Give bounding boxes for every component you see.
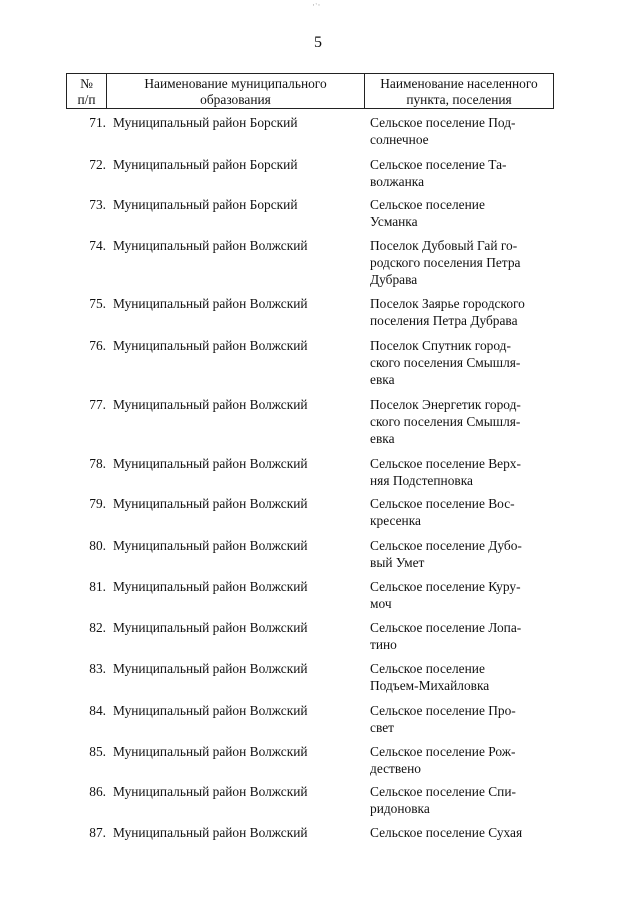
row-settlement (370, 619, 560, 653)
settlement-line: ского поселения Смышля- (370, 355, 521, 370)
row-settlement (370, 702, 560, 736)
row-settlement (370, 196, 560, 230)
row-number: 72. (89, 157, 106, 172)
settlement-line: ридоновка (370, 801, 430, 816)
header-number-line-2: п/п (77, 92, 96, 107)
row-number: 71. (89, 115, 106, 130)
header-settlement-column (365, 74, 553, 108)
settlement-line: Сельское поселение (370, 661, 485, 676)
row-number: 76. (89, 338, 106, 353)
row-municipality: Муниципальный район Волжский (113, 296, 308, 311)
settlement-line: Дубрава (370, 272, 418, 287)
row-municipality: Муниципальный район Волжский (113, 238, 308, 253)
row-municipality: Муниципальный район Волжский (113, 538, 308, 553)
row-settlement (370, 156, 560, 190)
row-settlement (370, 824, 560, 841)
settlement-line: Поселок Спутник город- (370, 338, 511, 353)
header-municipality-line-1: Наименование муниципального (144, 76, 327, 91)
row-settlement (370, 783, 560, 817)
row-settlement (370, 537, 560, 571)
row-settlement (370, 337, 560, 388)
settlement-line: солнечное (370, 132, 429, 147)
settlement-line: Сельское поселение Верх- (370, 456, 521, 471)
row-municipality: Муниципальный район Волжский (113, 456, 308, 471)
row-municipality: Муниципальный район Волжский (113, 744, 308, 759)
row-municipality: Муниципальный район Волжский (113, 496, 308, 511)
row-settlement (370, 495, 560, 529)
settlement-line: Сельское поселение Сухая (370, 825, 523, 840)
row-settlement (370, 743, 560, 777)
row-number: 83. (89, 661, 106, 676)
row-municipality: Муниципальный район Волжский (113, 579, 308, 594)
header-settlement-line-1: Наименование населенного (380, 76, 538, 91)
row-settlement (370, 237, 560, 288)
settlement-line: Сельское поселение Спи- (370, 784, 516, 799)
row-number: 77. (89, 397, 106, 412)
row-municipality: Муниципальный район Волжский (113, 825, 308, 840)
row-number: 78. (89, 456, 106, 471)
settlement-line: кресенка (370, 513, 421, 528)
row-municipality: Муниципальный район Волжский (113, 620, 308, 635)
row-number: 81. (89, 579, 106, 594)
settlement-line: свет (370, 720, 394, 735)
scan-artifact: ·ˑ· (312, 0, 321, 10)
settlement-line: Сельское поселение Та- (370, 157, 507, 172)
settlement-line: няя Подстепновка (370, 473, 473, 488)
row-settlement (370, 396, 560, 447)
row-number: 84. (89, 703, 106, 718)
row-settlement (370, 114, 560, 148)
settlement-line: ского поселения Смышля- (370, 414, 521, 429)
settlement-line: Сельское поселение Дубо- (370, 538, 522, 553)
settlement-line: Сельское поселение Вос- (370, 496, 515, 511)
settlement-line: Поселок Энергетик город- (370, 397, 521, 412)
row-settlement (370, 578, 560, 612)
row-settlement (370, 660, 560, 694)
settlement-line: тино (370, 637, 397, 652)
header-settlement-line-2: пункта, поселения (406, 92, 512, 107)
settlement-line: евка (370, 431, 395, 446)
row-number: 82. (89, 620, 106, 635)
row-municipality: Муниципальный район Волжский (113, 703, 308, 718)
row-number: 79. (89, 496, 106, 511)
settlement-line: Поселок Дубовый Гай го- (370, 238, 518, 253)
page-number: 5 (314, 34, 322, 51)
row-municipality: Муниципальный район Борский (113, 115, 298, 130)
settlement-line: Сельское поселение Про- (370, 703, 516, 718)
header-municipality-line-2: образования (200, 92, 271, 107)
settlement-line: родского поселения Петра (370, 255, 521, 270)
row-municipality: Муниципальный район Волжский (113, 338, 308, 353)
header-number-line-1: № (80, 76, 93, 91)
settlement-line: вый Умет (370, 555, 425, 570)
row-municipality: Муниципальный район Борский (113, 157, 298, 172)
settlement-line: Сельское поселение Лопа- (370, 620, 522, 635)
header-municipality-column (107, 74, 365, 108)
row-number: 86. (89, 784, 106, 799)
row-number: 74. (89, 238, 106, 253)
row-settlement (370, 455, 560, 489)
row-municipality: Муниципальный район Волжский (113, 784, 308, 799)
settlement-line: поселения Петра Дубрава (370, 313, 518, 328)
settlement-line: евка (370, 372, 395, 387)
row-number: 87. (89, 825, 106, 840)
row-municipality: Муниципальный район Волжский (113, 661, 308, 676)
row-municipality: Муниципальный район Волжский (113, 397, 308, 412)
settlement-line: моч (370, 596, 392, 611)
settlement-line: волжанка (370, 174, 425, 189)
table-header (66, 73, 554, 109)
settlement-line: дествено (370, 761, 421, 776)
settlement-line: Усманка (370, 214, 418, 229)
settlement-line: Сельское поселение Рож- (370, 744, 516, 759)
row-municipality: Муниципальный район Борский (113, 197, 298, 212)
row-settlement (370, 295, 560, 329)
settlement-line: Сельское поселение Под- (370, 115, 516, 130)
row-number: 80. (89, 538, 106, 553)
settlement-line: Сельское поселение (370, 197, 485, 212)
settlement-line: Поселок Заярье городского (370, 296, 525, 311)
settlement-line: Подъем-Михайловка (370, 678, 490, 693)
row-number: 73. (89, 197, 106, 212)
settlement-line: Сельское поселение Куру- (370, 579, 521, 594)
row-number: 85. (89, 744, 106, 759)
row-number: 75. (89, 296, 106, 311)
header-number-column (67, 74, 107, 108)
